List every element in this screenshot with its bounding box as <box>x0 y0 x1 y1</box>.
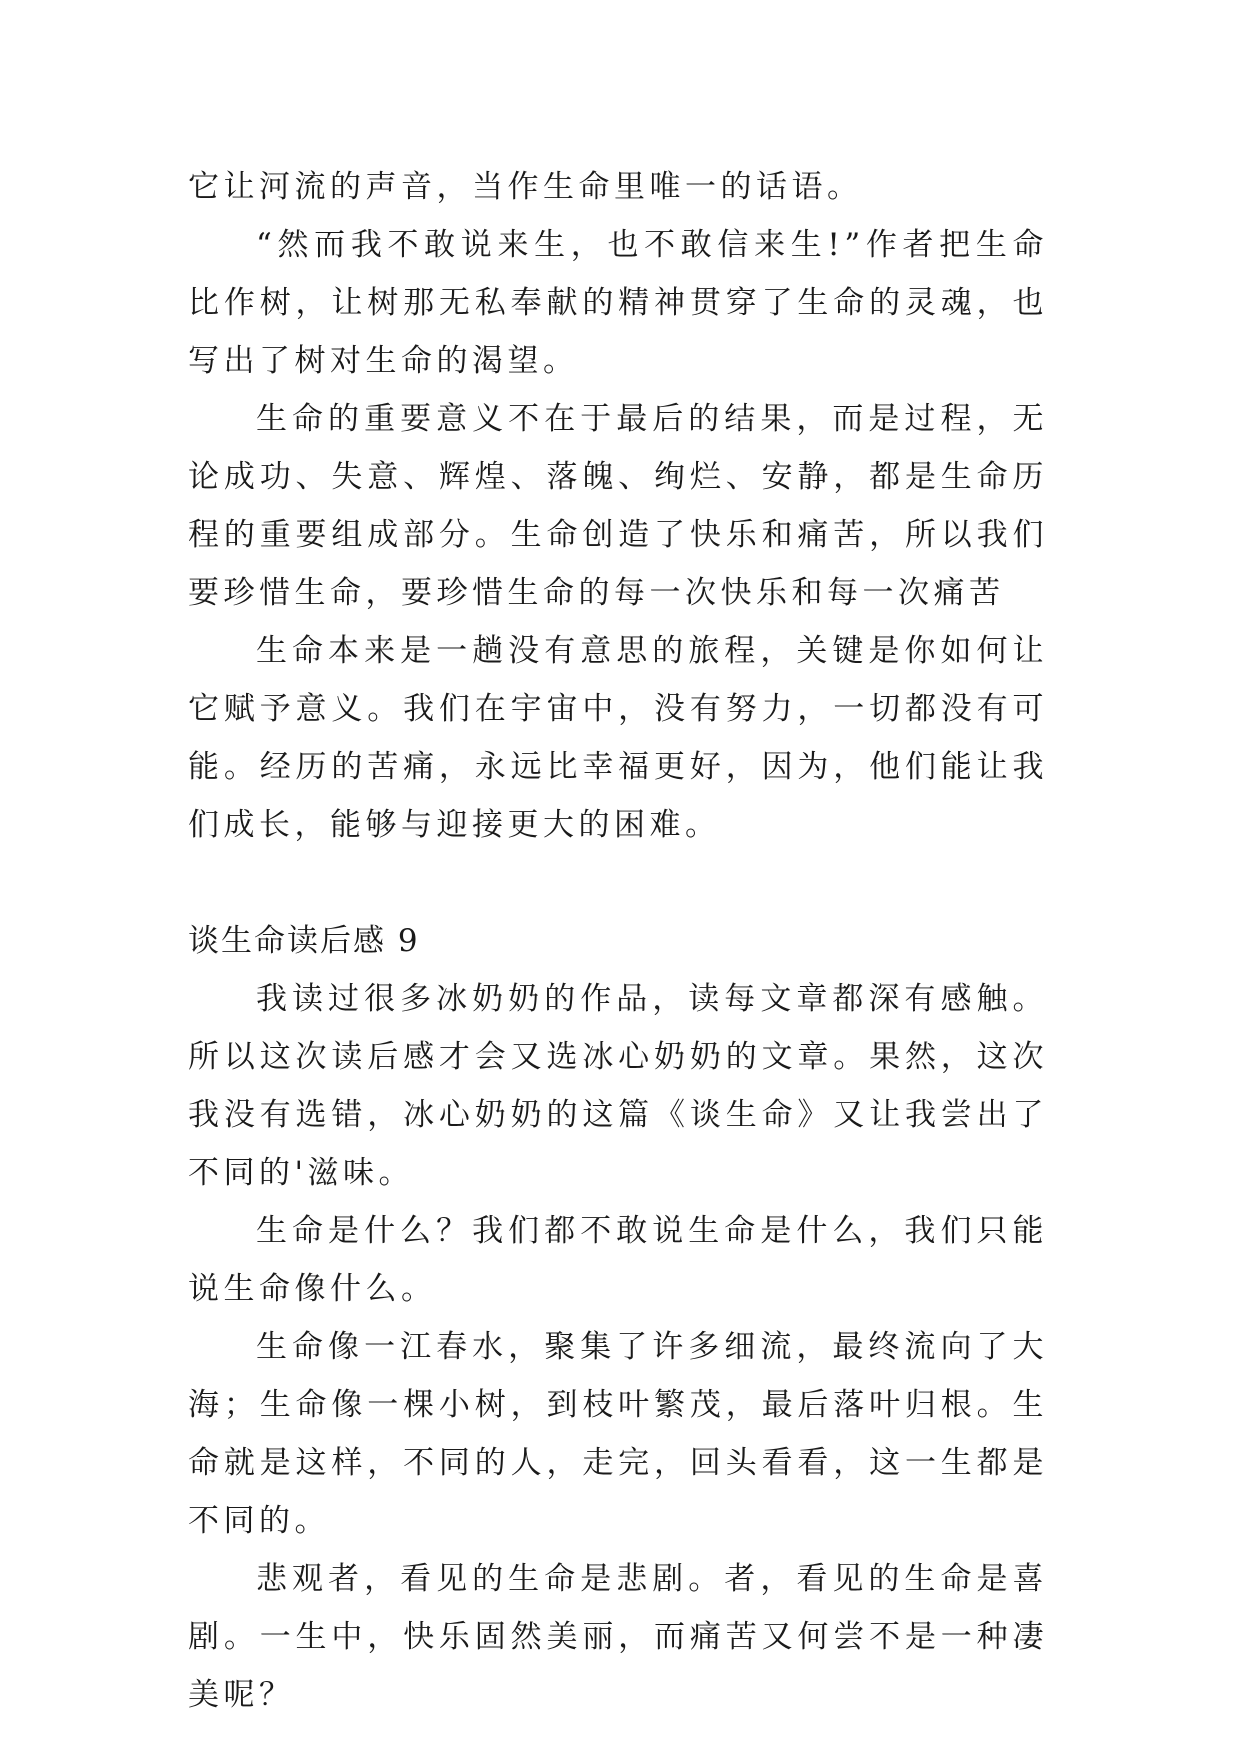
document-body <box>188 158 1048 1724</box>
blank-line <box>188 854 1048 912</box>
paragraph: 生命像一江春水，聚集了许多细流，最终流向了大海；生命像一棵小树，到枝叶繁茂，最后落叶归根。生命就是这样，不同的人，走完，回头看看，这一生都是不同的。 <box>188 1329 1048 1539</box>
paragraph: 我读过很多冰奶奶的作品，读每文章都深有感触。所以这次读后感才会又选冰心奶奶的文章。果然，这次我没有选错，冰心奶奶的这篇《谈生命》又让我尝出了不同的'滋味。 <box>188 981 1048 1191</box>
paragraph: 生命是什么？我们都不敢说生命是什么，我们只能说生命像什么。 <box>188 1213 1048 1307</box>
paragraph: 悲观者，看见的生命是悲剧。者，看见的生命是喜剧。一生中，快乐固然美丽，而痛苦又何尝不是一种凄美呢？ <box>188 1561 1048 1713</box>
paragraph: 生命的重要意义不在于最后的结果，而是过程，无论成功、失意、辉煌、落魄、绚烂、安静，都是生命历程的重要组成部分。生命创造了快乐和痛苦，所以我们要珍惜生命，要珍惜生命的每一次快乐和每一次痛苦 <box>188 401 1048 611</box>
paragraph: “然而我不敢说来生，也不敢信来生!”作者把生命比作树，让树那无私奉献的精神贯穿了生命的灵魂，也写出了树对生命的渴望。 <box>188 227 1048 379</box>
paragraph: 生命本来是一趟没有意思的旅程，关键是你如何让它赋予意义。我们在宇宙中，没有努力，一切都没有可能。经历的苦痛，永远比幸福更好，因为，他们能让我们成长，能够与迎接更大的困难。 <box>188 633 1048 843</box>
paragraph: 它让河流的声音，当作生命里唯一的话语。 <box>188 169 863 205</box>
section-title: 谈生命读后感 9 <box>188 923 420 959</box>
